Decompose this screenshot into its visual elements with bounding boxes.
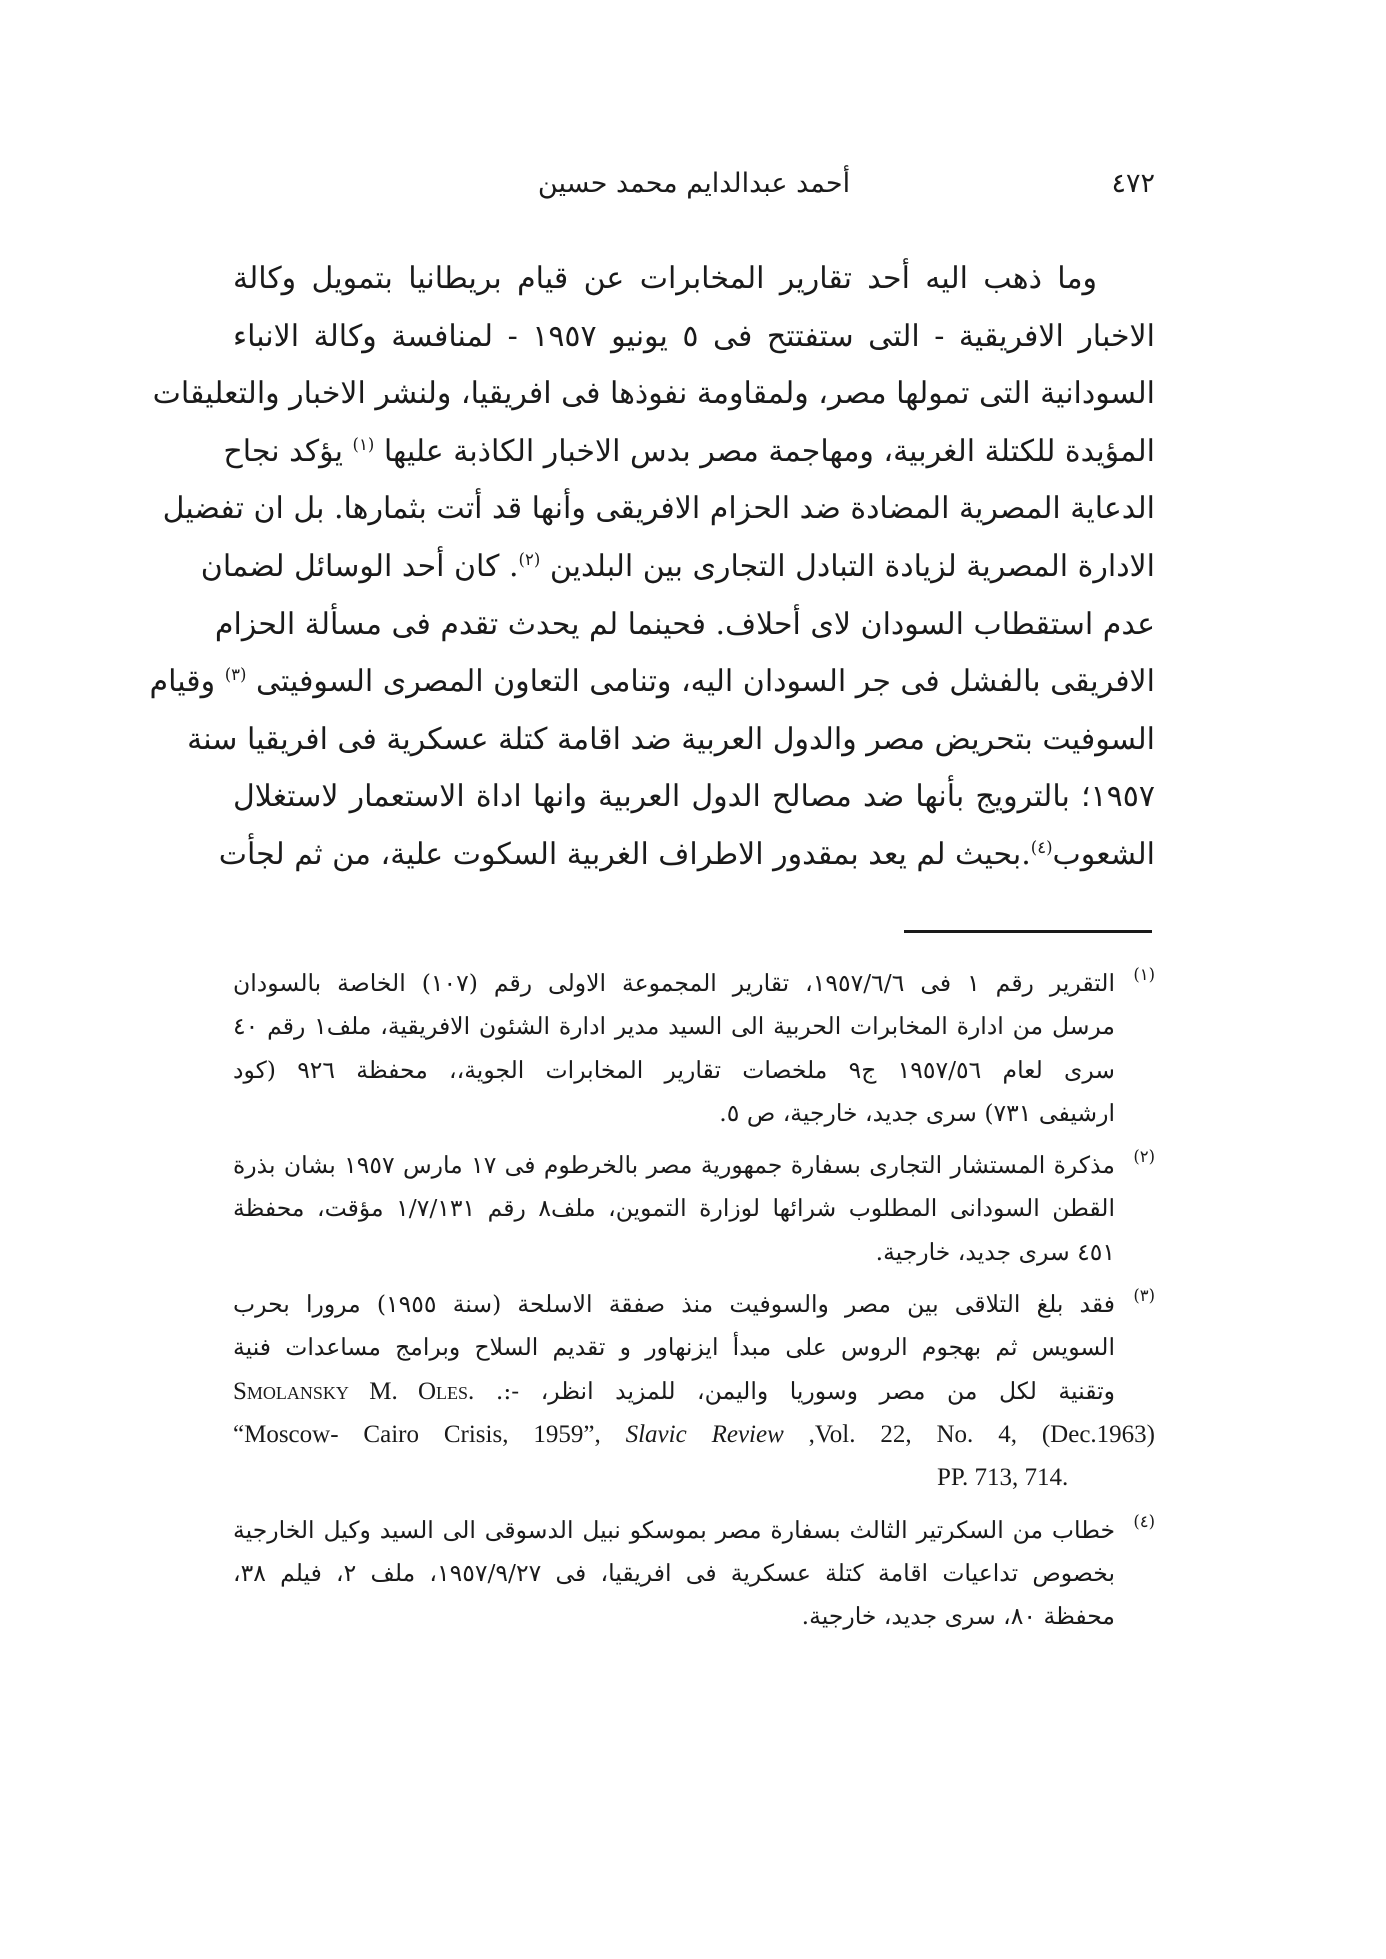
footnote-marker: (١): [1133, 965, 1155, 984]
footnote-line: محفظة ٨٠، سرى جديد، خارجية.: [801, 1602, 1115, 1631]
running-title: أحمد عبدالدايم محمد حسين: [537, 168, 851, 199]
body-line: وما ذهب اليه أحد تقارير المخابرات عن قيام بريطانيا بتمويل وكالة: [233, 261, 1097, 296]
footnote-line: [233, 1144, 1155, 1187]
footnote-separator: [904, 930, 1152, 933]
footnote-1: [233, 962, 1155, 1135]
body-line: [218, 826, 1155, 884]
body-line-text: الشعوب: [1052, 836, 1155, 872]
citation-text: “Moscow- Cairo Crisis, 1959”,: [233, 1420, 626, 1448]
footnote-ref-4: (٤): [1030, 837, 1053, 857]
body-line-text: الادارة المصرية لزيادة التبادل التجارى بين البلدين: [549, 548, 1155, 584]
body-line: السوفيت بتحريض مصر والدول العربية ضد اقامة كتلة عسكرية فى افريقيا سنة: [187, 721, 1155, 757]
body-line-text: يؤكد نجاح: [223, 433, 343, 469]
citation-text: ,Vol. 22, No. 4, (Dec.1963): [783, 1420, 1155, 1448]
footnote-marker: (٤): [1133, 1511, 1155, 1531]
body-line: [149, 653, 1155, 711]
body-line-text: .بحيث لم يعد بمقدور الاطراف الغربية السكوت علية، من ثم لجأت: [218, 836, 1031, 872]
body-line-text: . كان أحد الوسائل لضمان: [200, 548, 519, 584]
body-line: ١٩٥٧؛ بالترويج بأنها ضد مصالح الدول العربية وانها اداة الاستعمار لاستغلال: [233, 779, 1155, 815]
footnotes: [233, 962, 1155, 1647]
footnote-3: [233, 1283, 1155, 1499]
footnote-line: [233, 1413, 1155, 1456]
body-line: [223, 423, 1155, 481]
page-header: [233, 168, 1155, 212]
footnote-line: [233, 962, 1155, 1005]
author-name: Smolansky M. Oles.: [233, 1377, 475, 1405]
footnote-line-text: فقد بلغ التلاقى بين مصر والسوفيت منذ صفقة الاسلحة (سنة ١٩٥٥) مرورا بحرب: [233, 1290, 1115, 1319]
body-line: [200, 538, 1155, 596]
body-line: الدعاية المصرية المضادة ضد الحزام الافريقى وأنها قد أتت بثمارها. بل ان تفضيل: [162, 491, 1155, 527]
footnote-line: بخصوص تداعيات اقامة كتلة عسكرية فى افريقيا، فى ١٩٥٧/٩/٢٧، ملف ٢، فيلم ٣٨،: [233, 1558, 1115, 1587]
body-line: عدم استقطاب السودان لاى أحلاف. فحينما لم يحدث تقدم فى مسألة الحزام: [214, 606, 1155, 642]
footnote-line: ارشيفى ٧٣١) سرى جديد، خارجية، ص ٥.: [719, 1098, 1115, 1127]
body-line-text: وقيام: [149, 664, 216, 700]
footnote-line: PP. 713, 714.: [937, 1464, 1069, 1492]
footnote-line: القطن السودانى المطلوب شرائها لوزارة التموين، ملف٨ رقم ١/٧/١٣١ مؤقت، محفظة: [233, 1194, 1115, 1223]
footnote-line: السويس ثم بهجوم الروس على مبدأ ايزنهاور و تقديم السلاح وبرامج مساعدات فنية: [233, 1333, 1115, 1362]
body-line: السودانية التى تمولها مصر، ولمقاومة نفوذها فى افريقيا، ولنشر الاخبار والتعليقات: [152, 376, 1155, 412]
body-line: الاخبار الافريقية - التى ستفتتح فى ٥ يونيو ١٩٥٧ - لمنافسة وكالة الانباء: [233, 318, 1155, 354]
footnote-line: سرى لعام ١٩٥٧/٥٦ ج٩ ملخصات تقارير المخابرات الجوية،، محفظة ٩٢٦ (كود: [233, 1055, 1115, 1084]
journal-title: Slavic Review: [625, 1420, 784, 1448]
footnote-line-text: التقرير رقم ١ فى ١٩٥٧/٦/٦، تقارير المجموعة الاولى رقم (١٠٧) الخاصة بالسودان: [233, 969, 1115, 997]
footnote-line-text: خطاب من السكرتير الثالث بسفارة مصر بموسكو نبيل الدسوقى الى السيد وكيل الخارجية: [233, 1515, 1115, 1544]
footnote-marker: (٣): [1133, 1286, 1155, 1306]
footnote-line: مرسل من ادارة المخابرات الحربية الى السيد مدير ادارة الشئون الافريقية، ملف١ رقم ٤٠: [233, 1012, 1115, 1041]
footnote-ref-3: (٣): [224, 665, 247, 685]
footnote-2: [233, 1144, 1155, 1274]
footnote-ref-1: (١): [352, 434, 375, 454]
footnote-line: [233, 1370, 1155, 1413]
footnote-4: [233, 1509, 1155, 1639]
body-line-text: المؤيدة للكتلة الغربية، ومهاجمة مصر بدس الاخبار الكاذبة عليها: [383, 433, 1155, 469]
footnote-marker: (٢): [1133, 1147, 1155, 1167]
footnote-line-text: وتقنية لكل من مصر وسوريا واليمن، للمزيد انظر، -:.: [495, 1376, 1115, 1405]
page-number: ٤٧٢: [1111, 168, 1155, 199]
footnote-line-text: مذكرة المستشار التجارى بسفارة جمهورية مصر بالخرطوم فى ١٧ مارس ١٩٥٧ بشان بذرة: [233, 1151, 1115, 1180]
body-line-text: الافريقى بالفشل فى جر السودان اليه، وتنامى التعاون المصرى السوفيتى: [255, 664, 1155, 700]
footnote-line: [233, 1509, 1155, 1552]
footnote-line: [233, 1283, 1155, 1326]
footnote-ref-2: (٢): [518, 549, 541, 569]
footnote-line: ٤٥١ سرى جديد، خارجية.: [875, 1237, 1115, 1266]
body-text: [149, 250, 1155, 884]
